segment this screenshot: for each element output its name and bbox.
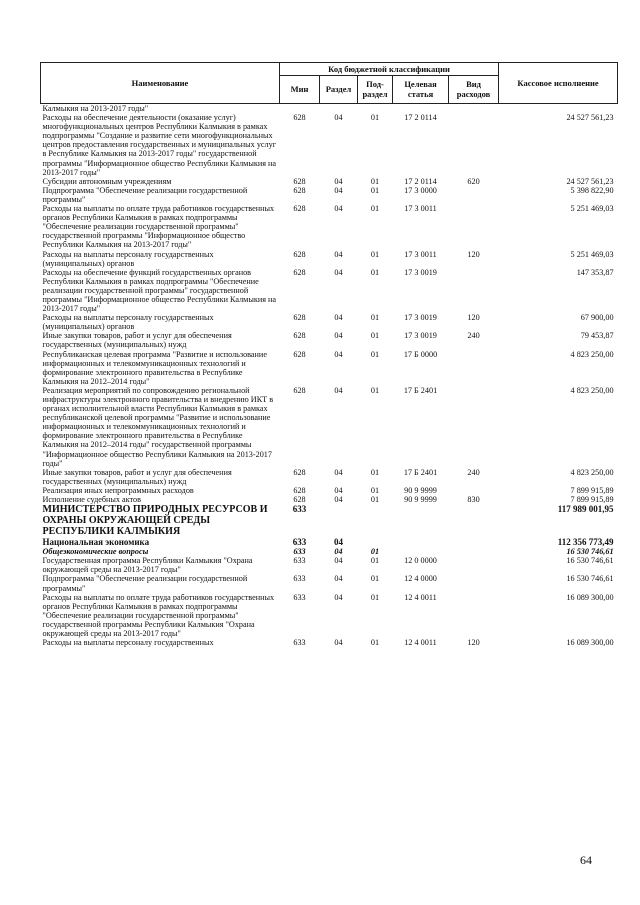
cell-name: Калмыкия на 2013-2017 годы" [42,104,149,113]
cell-vid: 240 [467,467,480,477]
cell-pod: 01 [370,313,380,323]
cell-sum: 5 398 822,90 [570,185,614,195]
cell-sum [499,104,618,114]
budget-report-page [40,62,617,647]
cell-pod: 01 [370,331,380,341]
cell-vid: 120 [467,638,480,648]
cell-pod: 01 [370,547,380,557]
cell-razd: 04 [334,495,343,505]
cell-name: Расходы на обеспечение деятельности (оказание услуг) многофункциональных центров Республики Калмыкия в рамках подпрограммы "Создание и развитие сети многофункциональных центров предоставления государственных и муниципальных услуг в Республике Калмыкия на 2013-2017 годы" государственной программы "Информационное общество Республики Калмыкия на 2013-2017 годы" [42,113,277,177]
table-row [41,313,618,331]
cell-pod: 01 [370,638,380,648]
cell-pod [358,504,393,537]
cell-vid [449,486,499,495]
cell-name: Расходы на выплаты персоналу государственных (муниципальных) органов [42,313,214,332]
cell-sum: 4 823 250,00 [570,467,614,477]
cell-name: Иные закупки товаров, работ и услуг для обеспечения государственных (муниципальных) нужд [42,467,232,486]
cell-min: 628 [293,385,306,395]
header-podrazdel: Под-раздел [358,75,393,103]
cell-cel: 17 3 0000 [404,185,437,195]
cell-name: Расходы на выплаты по оплате труда работников государственных органов Республики Калмыкия в рамках подпрограммы "Обеспечение реализации государственной программы" государственной программы Республики Калмыкия "Охрана окружающей среды на 2013-2017 годы" [42,592,275,638]
page-number: 64 [580,853,592,867]
header-razdel: Раздел [320,75,358,103]
cell-name: Государственная программа Республики Калмыкия "Охрана окружающей среды на 2013-2017 годы" [42,556,253,575]
table-row [41,495,618,504]
header-name: Наименование [41,63,280,104]
cell-sum: 24 527 561,23 [566,113,614,123]
cell-vid [449,593,499,638]
table-row [41,468,618,486]
cell-sum: 24 527 561,23 [566,176,614,186]
cell-name: Расходы на выплаты по оплате труда работников государственных органов Республики Калмыкия в рамках подпрограммы "Обеспечение реализации государственной программы" государственной программы "Информационное общество Республики Калмыкия на 2013-2017 годы" [42,204,275,250]
cell-cel: 17 3 0019 [404,267,437,277]
cell-razd: 04 [334,485,343,495]
header-vid: Вид расходов [449,75,499,103]
table-row [41,547,618,556]
header-min: Мин [280,75,320,103]
cell-name: Общеэкономические вопросы [42,547,149,557]
cell-pod: 01 [370,249,380,259]
cell-vid: 620 [467,176,480,186]
cell-razd: 04 [334,176,343,186]
table-row [41,486,618,495]
table-row [41,350,618,386]
cell-vid [449,537,499,547]
cell-cel: 17 Б 2401 [403,467,438,477]
cell-min: 633 [293,638,306,648]
cell-min: 628 [293,176,306,186]
cell-razd [320,504,358,537]
cell-pod: 01 [370,204,380,214]
table-row [41,250,618,268]
cell-razd: 04 [334,249,343,259]
table-row [41,593,618,638]
cell-min: 628 [293,495,306,505]
cell-pod: 01 [370,385,380,395]
cell-razd [320,104,358,114]
cell-pod [358,537,393,547]
table-row [41,504,618,537]
cell-name: Исполнение судебных актов [42,495,141,505]
cell-name: Подпрограмма "Обеспечение реализации государственной программы" [42,185,248,204]
cell-cel [393,104,449,114]
cell-name: МИНИСТЕРСТВО ПРИРОДНЫХ РЕСУРСОВ И ОХРАНЫ ОКРУЖАЮЩЕЙ СРЕДЫ РЕСПУБЛИКИ КАЛМЫКИЯ [42,504,268,538]
cell-min: 628 [293,204,306,214]
cell-vid [449,547,499,556]
header-celevaya: Целевая статья [393,75,449,103]
cell-vid [449,574,499,592]
cell-vid: 830 [467,495,480,505]
cell-cel: 12 4 0011 [404,638,437,648]
cell-razd: 04 [334,185,343,195]
cell-name: Расходы на выплаты персоналу государственных [42,638,214,648]
cell-cel: 17 2 0114 [404,113,437,123]
header-code-group: Код бюджетной классификации [280,63,499,76]
cell-min: 633 [292,537,307,548]
cell-min: 628 [293,485,306,495]
cell-razd: 04 [334,547,343,557]
cell-razd: 04 [334,331,343,341]
cell-vid [449,504,499,537]
cell-name: Национальная экономика [42,537,150,548]
table-row [41,537,618,547]
cell-vid [449,104,499,114]
cell-min: 628 [293,467,306,477]
cell-pod: 01 [370,495,380,505]
cell-razd: 04 [334,537,343,548]
table-row [41,204,618,249]
cell-cel: 17 3 0011 [404,249,437,259]
table-row [41,331,618,349]
cell-cel: 17 Б 0000 [403,349,438,359]
cell-pod: 01 [370,176,380,186]
cell-razd: 04 [334,638,343,648]
cell-vid [449,350,499,386]
cell-min: 628 [293,249,306,259]
cell-vid [449,204,499,249]
cell-razd: 04 [334,574,343,584]
cell-cel: 12 0 0000 [404,556,437,566]
cell-cel: 12 4 0000 [404,574,437,584]
table-row [41,177,618,186]
cell-razd: 04 [334,467,343,477]
cell-razd: 04 [334,592,343,602]
cell-vid [449,268,499,313]
cell-cel [393,537,449,547]
cell-pod [358,104,393,114]
cell-sum: 4 823 250,00 [570,385,614,395]
table-row [41,574,618,592]
cell-cel: 90 9 9999 [404,485,437,495]
cell-vid [449,556,499,574]
cell-min: 628 [293,313,306,323]
cell-sum: 7 899 915,89 [570,485,614,495]
table-row [41,638,618,647]
cell-min: 633 [293,574,306,584]
cell-name: Реализация иных непрограммных расходов [42,485,194,495]
table-row [41,104,618,114]
cell-vid [449,113,499,177]
cell-razd: 04 [334,385,343,395]
cell-pod: 01 [370,185,380,195]
cell-razd: 04 [334,556,343,566]
cell-min: 628 [293,331,306,341]
cell-pod: 01 [370,349,380,359]
cell-sum: 67 900,00 [580,313,614,323]
cell-sum: 117 989 001,95 [557,504,614,515]
cell-sum: 7 899 915,89 [570,495,614,505]
cell-razd: 04 [334,349,343,359]
cell-sum: 5 251 469,03 [570,204,614,214]
table-row [41,556,618,574]
header-kassovoe: Кассовое исполнение [499,63,618,104]
cell-razd: 04 [334,113,343,123]
cell-cel [393,547,449,556]
cell-sum: 16 530 746,61 [566,556,614,566]
cell-sum: 112 356 773,49 [557,537,614,548]
cell-pod: 01 [370,113,380,123]
cell-pod: 01 [370,592,380,602]
cell-razd: 04 [334,204,343,214]
cell-vid [449,186,499,204]
cell-cel: 17 2 0114 [404,176,437,186]
cell-razd: 04 [334,313,343,323]
cell-sum: 16 089 300,00 [566,592,614,602]
table-row [41,386,618,468]
cell-sum: 16 530 746,61 [566,547,614,557]
cell-min: 633 [293,592,306,602]
table-row [41,113,618,177]
cell-min: 628 [293,185,306,195]
cell-sum: 4 823 250,00 [570,349,614,359]
cell-sum: 16 089 300,00 [566,638,614,648]
cell-pod: 01 [370,574,380,584]
cell-min: 628 [293,267,306,277]
table-row [41,268,618,313]
cell-name: Реализация мероприятий по сопровождению региональной инфраструктуры электронного правительства и внедрению ИКТ в органах исполнительной власти Республики Калмыкия в рамках республиканской целевой программы "Развитие и использование информационных и телекоммуникационных технологий и формирование электронного правительства в Республике Калмыкия на 2012–2014 годы" государственной программы "Информационное общество Республики Калмыкия на 2013-2017 годы" [42,385,274,468]
cell-cel: 17 3 0019 [404,331,437,341]
cell-sum: 79 453,87 [580,331,614,341]
cell-cel: 17 3 0019 [404,313,437,323]
cell-pod: 01 [370,556,380,566]
cell-pod: 01 [370,485,380,495]
cell-min: 633 [292,504,307,515]
cell-sum: 5 251 469,03 [570,249,614,259]
cell-name: Субсидии автономным учреждениям [42,176,172,186]
cell-cel [393,504,449,537]
cell-min: 633 [293,556,306,566]
cell-pod: 01 [370,267,380,277]
cell-min: 628 [293,113,306,123]
cell-razd: 04 [334,267,343,277]
cell-name: Подпрограмма "Обеспечение реализации государственной программы" [42,574,248,593]
table-row [41,186,618,204]
cell-cel: 12 4 0011 [404,592,437,602]
cell-cel: 17 3 0011 [404,204,437,214]
cell-name: Республиканская целевая программа "Развитие и использование информационных и телекоммуникационных технологий и формирование электронного правительства в Республике Калмыкия на 2012–2014 годы" [42,349,267,386]
cell-cel: 90 9 9999 [404,495,437,505]
table-body [41,104,618,648]
budget-table [40,62,618,647]
cell-cel: 17 Б 2401 [403,385,438,395]
cell-vid: 120 [467,313,480,323]
cell-pod: 01 [370,467,380,477]
cell-name: Расходы на обеспечение функций государственных органов Республики Калмыкия в рамках подпрограммы "Обеспечение реализации государственной программы" государственной программы "Информационное общество Республики Калмыкия на 2013-2017 годы" [42,267,277,314]
cell-sum: 147 353,87 [576,267,614,277]
cell-vid: 240 [467,331,480,341]
cell-min [280,104,320,114]
cell-sum: 16 530 746,61 [566,574,614,584]
cell-min: 633 [293,547,306,557]
cell-name: Расходы на выплаты персоналу государственных (муниципальных) органов [42,249,214,268]
cell-vid [449,386,499,468]
cell-vid: 120 [467,249,480,259]
cell-name: Иные закупки товаров, работ и услуг для обеспечения государственных (муниципальных) нужд [42,331,232,350]
cell-min: 628 [293,349,306,359]
